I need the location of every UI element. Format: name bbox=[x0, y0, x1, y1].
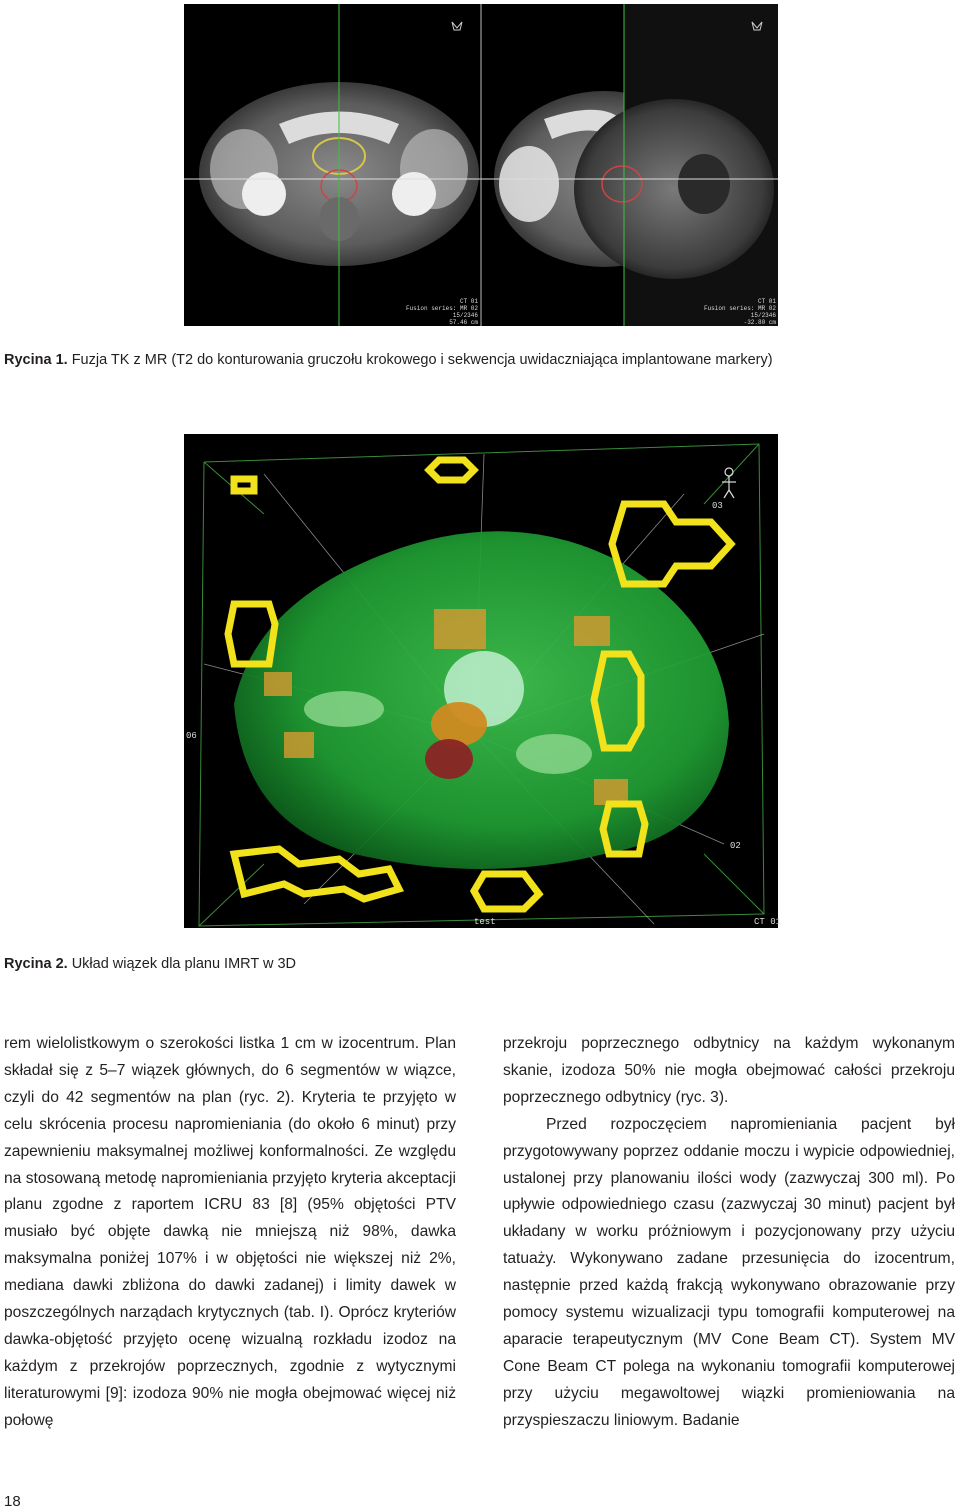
figure-1-caption-text: Fuzja TK z MR (T2 do konturowania gruczołu krokowego i sekwencja uwidaczniająca implantowane markery) bbox=[67, 352, 773, 368]
figure-1-caption bbox=[4, 351, 773, 369]
right-overlay-line-1: CT 01 bbox=[757, 298, 776, 305]
left-overlay-line-2: Fusion series: MR 02 bbox=[405, 305, 478, 312]
left-column-paragraph: rem wielolistkowym o szerokości listka 1 cm w izocentrum. Plan składał się z 5–7 wiązek głównych, do 6 segmentów w wiązce, czyli do 42 segmentów na plan (ryc. 2). Kryteria te przyjęto w celu skrócenia procesu napromieniania (do około 6 minut) przy zapewnieniu maksymalnej możliwej konformalności. Ze względu na stosowaną metodę napromieniania przyjęto kryteria akceptacji planu zgodne z raportem ICRU 83 [8] (95% objętości PTV musiało być objęte dawką nie mniejszą niż 98%, dawka maksymalna poniżej 107% i w objętości nie większej niż 2%, mediana dawki zbliżona do dawki zadanej) i limity dawek w poszczególnych narządach krytycznych (tab. I). Oprócz kryteriów dawka-objętość przyjęto ocenę wizualną rozkładu izodoz na każdym z przekrojów poprzecznych, zgodnie z wytycznymi literaturowymi [9]: izodoza 90% nie mogła obejmować więcej niż połowę bbox=[4, 1035, 456, 1429]
beam-label-06: 06 bbox=[186, 731, 197, 741]
figure-2-caption-text: Układ wiązek dla planu IMRT w 3D bbox=[67, 956, 297, 972]
figure-1-caption-label: Rycina 1. bbox=[4, 352, 68, 368]
right-overlay-line-4: -32.80 cm bbox=[743, 319, 776, 326]
figure-2-caption-label: Rycina 2. bbox=[4, 956, 68, 972]
right-overlay-line-3: 15/2346 bbox=[750, 312, 776, 319]
rectum-organ bbox=[425, 739, 473, 779]
left-overlay-line-3: 15/2346 bbox=[452, 312, 478, 319]
left-overlay-line-1: CT 01 bbox=[459, 298, 478, 305]
body-left-column bbox=[4, 1031, 456, 1435]
beam-label-03: 03 bbox=[712, 501, 723, 511]
right-overlay-line-2: Fusion series: MR 02 bbox=[703, 305, 776, 312]
beam-label-02: 02 bbox=[730, 841, 741, 851]
prostate-organ bbox=[431, 702, 487, 746]
right-column-paragraph-1: przekroju poprzecznego odbytnicy na każdym wykonanym skanie, izodoza 50% nie mogła obejmować całości przekroju poprzecznego odbytnicy (ryc. 3). bbox=[503, 1035, 955, 1106]
bottom-label: test bbox=[474, 917, 496, 927]
ct-series-label: CT 01 bbox=[754, 917, 782, 927]
figure-1-ct-mr-fusion-image bbox=[184, 4, 778, 326]
figure-2-caption bbox=[4, 955, 296, 973]
figure-2-imrt-3d-image bbox=[184, 434, 782, 928]
page-number: 18 bbox=[4, 1493, 21, 1510]
right-column-paragraph-2: Przed rozpoczęciem napromieniania pacjent był przygotowywany poprzez oddanie moczu i wypicie odpowiedniej, ustalonej przy planowaniu ilości wody (zazwyczaj 300 ml). Po upływie odpowiedniego czasu (zazwyczaj 30 minut) pacjent był układany w worku próżniowym i pozycjonowany przy użyciu tatuaży. Wykonywano zadane przesunięcia do izocentrum, następnie przed każdą frakcją wykonywano obrazowanie przy pomocy systemu wizualizacji typu tomografii komputerowej na aparacie terapeutycznym (MV Cone Beam CT). System MV Cone Beam CT polega na wykonaniu tomografii komputerowej przy użyciu megawoltowej wiązki promieniowania na przyspieszaczu liniowym. Badanie bbox=[503, 1115, 955, 1429]
left-overlay-line-4: 57.46 cm bbox=[449, 319, 478, 326]
body-right-column bbox=[503, 1031, 955, 1435]
